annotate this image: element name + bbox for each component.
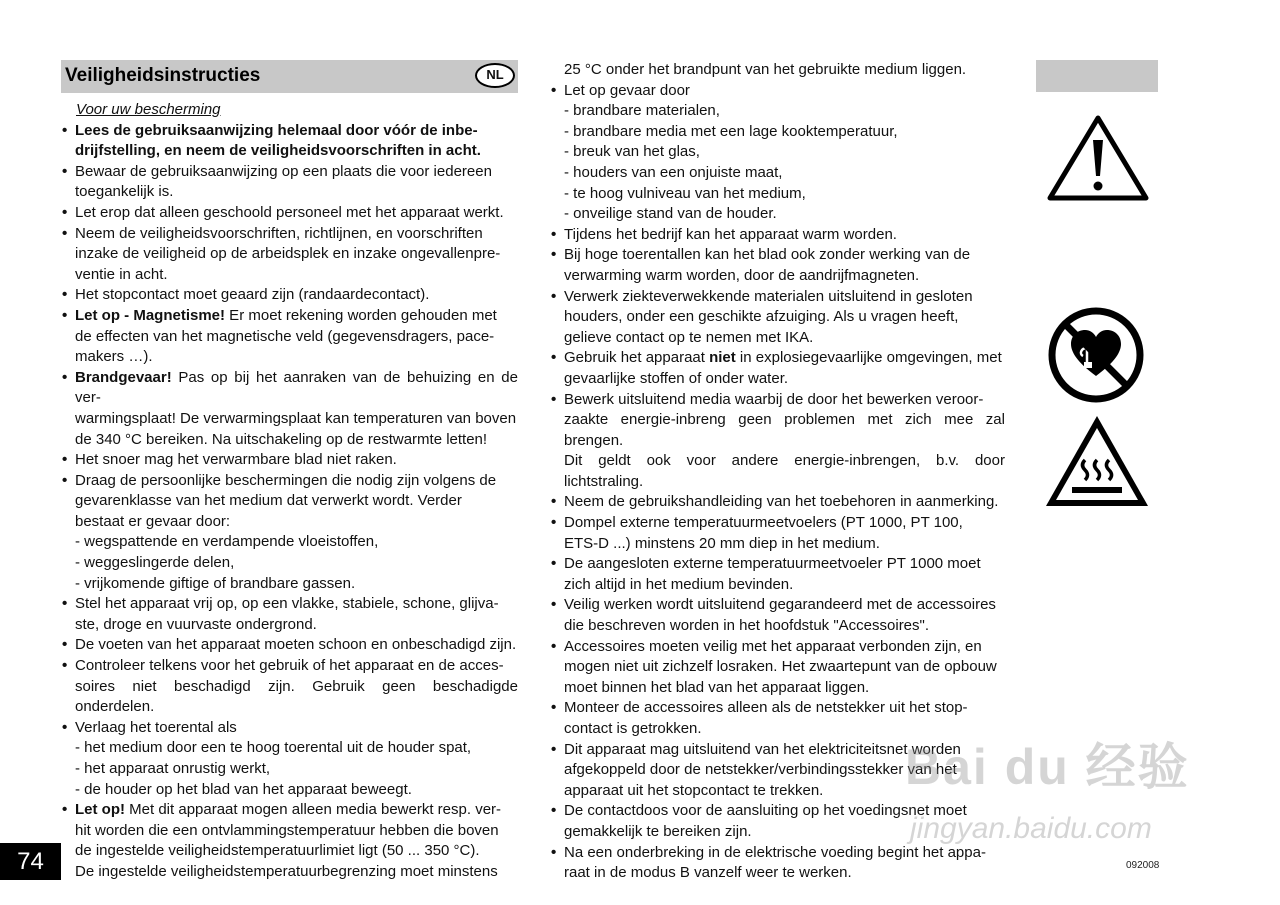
safety-item: • Let erop dat alleen geschoold personeel met het apparaat werkt. — [61, 203, 518, 224]
safety-item: • De aangesloten externe temperatuurmeetvoeler PT 1000 moet zich altijd in het medium bevinden. — [550, 554, 1005, 595]
safety-item: • Let op - Magnetisme! Er moet rekening worden gehouden met de effecten van het magnetische veld (gegevensdragers, pace- makers …). — [61, 306, 518, 368]
safety-item: • Bewaar de gebruiksaanwijzing op een plaats die voor iedereen toegankelijk is. — [61, 162, 518, 203]
continued-text: 25 °C onder het brandpunt van het gebruikte medium liggen. — [564, 61, 967, 78]
safety-item: • Verwerk ziekteverwekkende materialen uitsluitend in gesloten houders, onder een geschikte afzuiging. Als u vragen heeft, gelieve contact op te nemen met IKA. — [550, 287, 1005, 349]
safety-subitem: - brandbare media met een lage kooktemperatuur, — [564, 122, 898, 140]
safety-item: • Neem de veiligheidsvoorschriften, richtlijnen, en voorschriften inzake de veiligheid op de arbeidsplek en inzake ongevallenpre- ventie in acht. — [61, 224, 518, 286]
safety-item: • Verlaag het toerental als — [61, 718, 518, 739]
middle-column — [550, 60, 1005, 884]
section-subtitle: Voor uw bescherming — [76, 101, 221, 118]
safety-subitem: - weggeslingerde delen, — [75, 554, 235, 572]
language-badge: NL — [475, 63, 515, 88]
section-header-bar — [61, 60, 518, 93]
safety-item: • Stel het apparaat vrij op, op een vlakke, stabiele, schone, glijva- ste, droge en vuurvaste ondergrond. — [61, 594, 518, 635]
warning-triangle-icon — [1046, 114, 1150, 202]
safety-subitem: - houders van een onjuiste maat, — [564, 163, 783, 181]
document-code: 092008 — [1126, 860, 1160, 871]
safety-item: • Let op! Met dit apparaat mogen alleen media bewerkt resp. ver- hit worden die een ontvlammingstemperatuur hebben die boven de ingestelde veiligheidstemperatuurlimiet ligt (50 ... 350 °C). De ingestelde veiligheidstemperatuurbegrenzing moet minstens — [61, 800, 518, 882]
safety-item: • Neem de gebruikshandleiding van het toebehoren in aanmerking. — [550, 492, 1005, 513]
safety-item: • Draag de persoonlijke beschermingen die nodig zijn volgens de gevarenklasse van het medium dat verwerkt wordt. Verder bestaat er gevaar door: — [61, 471, 518, 533]
safety-item: • De contactdoos voor de aansluiting op het voedingsnet moet gemakkelijk te bereiken zijn. — [550, 801, 1005, 842]
no-pacemaker-icon — [1047, 306, 1145, 404]
safety-item: • Bewerk uitsluitend media waarbij de door het bewerken veroor- zaakte energie-inbreng geen problemen met zich mee zal brengen. Dit geldt ook voor andere energie-inbrengen, b.v. door lichtstraling. — [550, 390, 1005, 493]
safety-item: • Gebruik het apparaat niet in explosiegevaarlijke omgevingen, met gevaarlijke stoffen of onder water. — [550, 348, 1005, 389]
safety-item: • Dompel externe temperatuurmeetvoelers (PT 1000, PT 100, ETS-D ...) minstens 20 mm diep in het medium. — [550, 513, 1005, 554]
safety-item: • Lees de gebruiksaanwijzing helemaal door vóór de inbe- drijfstelling, en neem de veiligheidsvoorschriften in acht. — [61, 121, 518, 162]
safety-item: • Na een onderbreking in de elektrische voeding begint het appa- raat in de modus B vanzelf weer te werken. — [550, 843, 1005, 884]
safety-item: • Dit apparaat mag uitsluitend van het elektriciteitsnet worden afgekoppeld door de netstekker/verbindingsstekker van het apparaat uit het stopcontact te trekken. — [550, 740, 1005, 802]
hot-surface-icon — [1042, 412, 1152, 510]
safety-subitem: - brandbare materialen, — [564, 102, 720, 120]
safety-subitem: - breuk van het glas, — [564, 143, 700, 161]
safety-subitem: - het apparaat onrustig werkt, — [75, 760, 271, 777]
safety-subitem: - vrijkomende giftige of brandbare gassen. — [75, 574, 356, 592]
watermark-brand: Bai du 经验 — [905, 739, 1190, 795]
safety-item: • Het snoer mag het verwarmbare blad niet raken. — [61, 450, 518, 471]
watermark-url: jingyan.baidu.com — [910, 812, 1152, 845]
safety-subitem: - het medium door een te hoog toerental uit de houder spat, — [75, 739, 472, 757]
left-column — [61, 60, 518, 883]
page-title: Veiligheidsinstructies — [65, 65, 261, 87]
safety-item: • Veilig werken wordt uitsluitend gegarandeerd met de accessoires die beschreven worden in het hoofdstuk "Accessoires". — [550, 595, 1005, 636]
safety-subitem: - onveilige stand van de houder. — [564, 205, 777, 223]
safety-subitem: - wegspattende en verdampende vloeistoffen, — [75, 533, 379, 551]
safety-item: • Het stopcontact moet geaard zijn (randaardecontact). — [61, 285, 518, 306]
safety-subitem: - de houder op het blad van het apparaat beweegt. — [75, 780, 412, 798]
safety-item: • Brandgevaar! Pas op bij het aanraken van de behuizing en de ver- warmingsplaat! De verwarmingsplaat kan temperaturen van boven de 340 °C bereiken. Na uitschakeling op de restwarmte letten! — [61, 368, 518, 450]
right-header-bar — [1036, 60, 1158, 92]
safety-item: • Accessoires moeten veilig met het apparaat verbonden zijn, en mogen niet uit zichzelf losraken. Het zwaartepunt van de opbouw moet binnen het blad van het apparaat liggen. — [550, 637, 1005, 699]
safety-item: • De voeten van het apparaat moeten schoon en onbeschadigd zijn. — [61, 635, 518, 656]
safety-item: • Monteer de accessoires alleen als de netstekker uit het stop- contact is getrokken. — [550, 698, 1005, 739]
safety-item: • Let op gevaar door — [550, 81, 1005, 102]
safety-item: • Bij hoge toerentallen kan het blad ook zonder werking van de verwarming warm worden, door de aandrijfmagneten. — [550, 245, 1005, 286]
safety-item: • Tijdens het bedrijf kan het apparaat warm worden. — [550, 225, 1005, 246]
page-number: 74 — [0, 843, 61, 880]
safety-item: • Controleer telkens voor het gebruik of het apparaat en de acces- soires niet beschadigd zijn. Gebruik geen beschadigde onderdelen. — [61, 656, 518, 718]
safety-subitem: - te hoog vulniveau van het medium, — [564, 184, 806, 202]
